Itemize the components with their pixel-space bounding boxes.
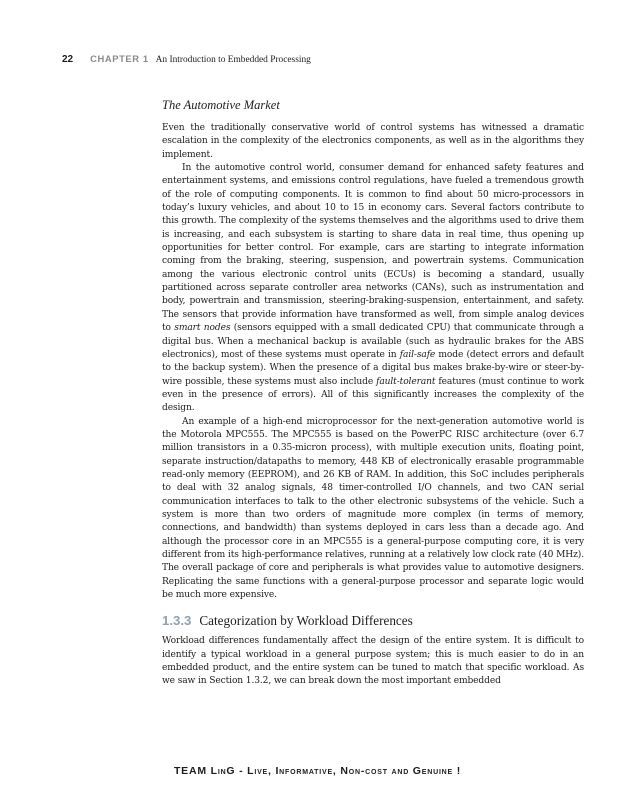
page-number: 22: [62, 54, 74, 65]
text-run: mode (detect errors and default to the backup system). When the presence of a digital bus makes brake-by-wire or steer-by-wire possible, these systems must also include: [162, 349, 584, 387]
text-run: (sensors equipped with a small dedicated CPU) that communicate through a digital bus. When a mechanical backup is available (such as hydraulic brakes for the ABS electronics), most of these systems must operate in: [162, 323, 584, 360]
section-title: Categorization by Workload Differences: [199, 613, 413, 629]
emphasized-term: fault-tolerant: [376, 376, 436, 387]
section-heading: [162, 613, 584, 629]
text-run: features (must continue to work even in the presence of errors). All of this significantly increases the complexity of the design.: [162, 376, 584, 414]
footer-banner: TEAM LinG - Live, Informative, Non-cost and Genuine !: [173, 765, 462, 777]
chapter-label: CHAPTER 1: [90, 53, 149, 64]
section-number: 1.3.3: [162, 613, 192, 629]
text-run: An example of a high-end microprocessor for the next-generation automotive world is the Motorola MPC555. The MPC555 is based on the PowerPC RISC architecture (over 6.7 million transistors in a 0.35-micron process), with multiple execution units, floating point, separate instruction/datapaths to memory, 448 KB of electronically erasable programmable read-only memory (EEPROM), and 26 KB of RAM. In addition, this SoC includes peripherals to deal with 32 analog signals, 48 timer-controlled I/O channels, and two CAN serial communication interfaces to talk to the other electronic subsystems of the vehicle. Such a system is more than two orders of magnitude more complex (in terms of memory, connections, and bandwidth) than systems deployed in cars less than a decade ago. And although the processor core in an MPC555 is a general-purpose computing core, it is very different from its high-performance relatives, running at a relatively low clock rate (40 MHz). The overall package of core and peripherals is what provides value to automotive designers. Replicating the same functions with a general-purpose processor and separate logic would be much more expensive.: [162, 416, 584, 601]
chapter-title: An Introduction to Embedded Processing: [155, 55, 311, 65]
section-paragraph: Workload differences fundamentally affect the design of the entire system. It is difficult to identify a typical workload in a general purpose system; this is much easier to do in an embedded product, and the entire system can be tuned to match that specific workload. As we saw in Section 1.3.2, we can break down the most important embedded: [162, 636, 584, 687]
paragraph: [162, 162, 584, 416]
text-run: In the automotive control world, consumer demand for enhanced safety features and entertainment systems, and emissions control regulations, have fueled a tremendous growth of the role of computing components. It is common to find about 50 micro-processors in today’s luxury vehicles, and about 10 to 15 in economy cars. Several factors contribute to this growth. The complexity of the systems themselves and the algorithms used to drive them is increasing, and each subsystem is starting to share data in real time, thus opening up opportunities for better control. For example, cars are starting to integrate information coming from the braking, steering, suspension, and powertrain systems. Communication among the various electronic control units (ECUs) is becoming a standard, usually partitioned across separate controller area networks (CANs), such as instrumentation and body, powertrain and transmission, steering-braking-suspension, entertainment, and safety. The sensors that provide information have transformed as well, from simple analog devices to: [162, 163, 584, 334]
paragraph: [162, 122, 584, 162]
subsection-title: The Automotive Market: [162, 98, 280, 112]
emphasized-term: fail-safe: [399, 349, 436, 360]
running-header: [62, 53, 582, 65]
text-run: Even the traditionally conservative world of control systems has witnessed a dramatic escalation in the complexity of the electronics components, as well as in the algorithms they implement.: [162, 123, 584, 160]
paragraph: [162, 416, 584, 603]
emphasized-term: smart nodes: [174, 323, 231, 334]
page-body: [162, 98, 584, 689]
